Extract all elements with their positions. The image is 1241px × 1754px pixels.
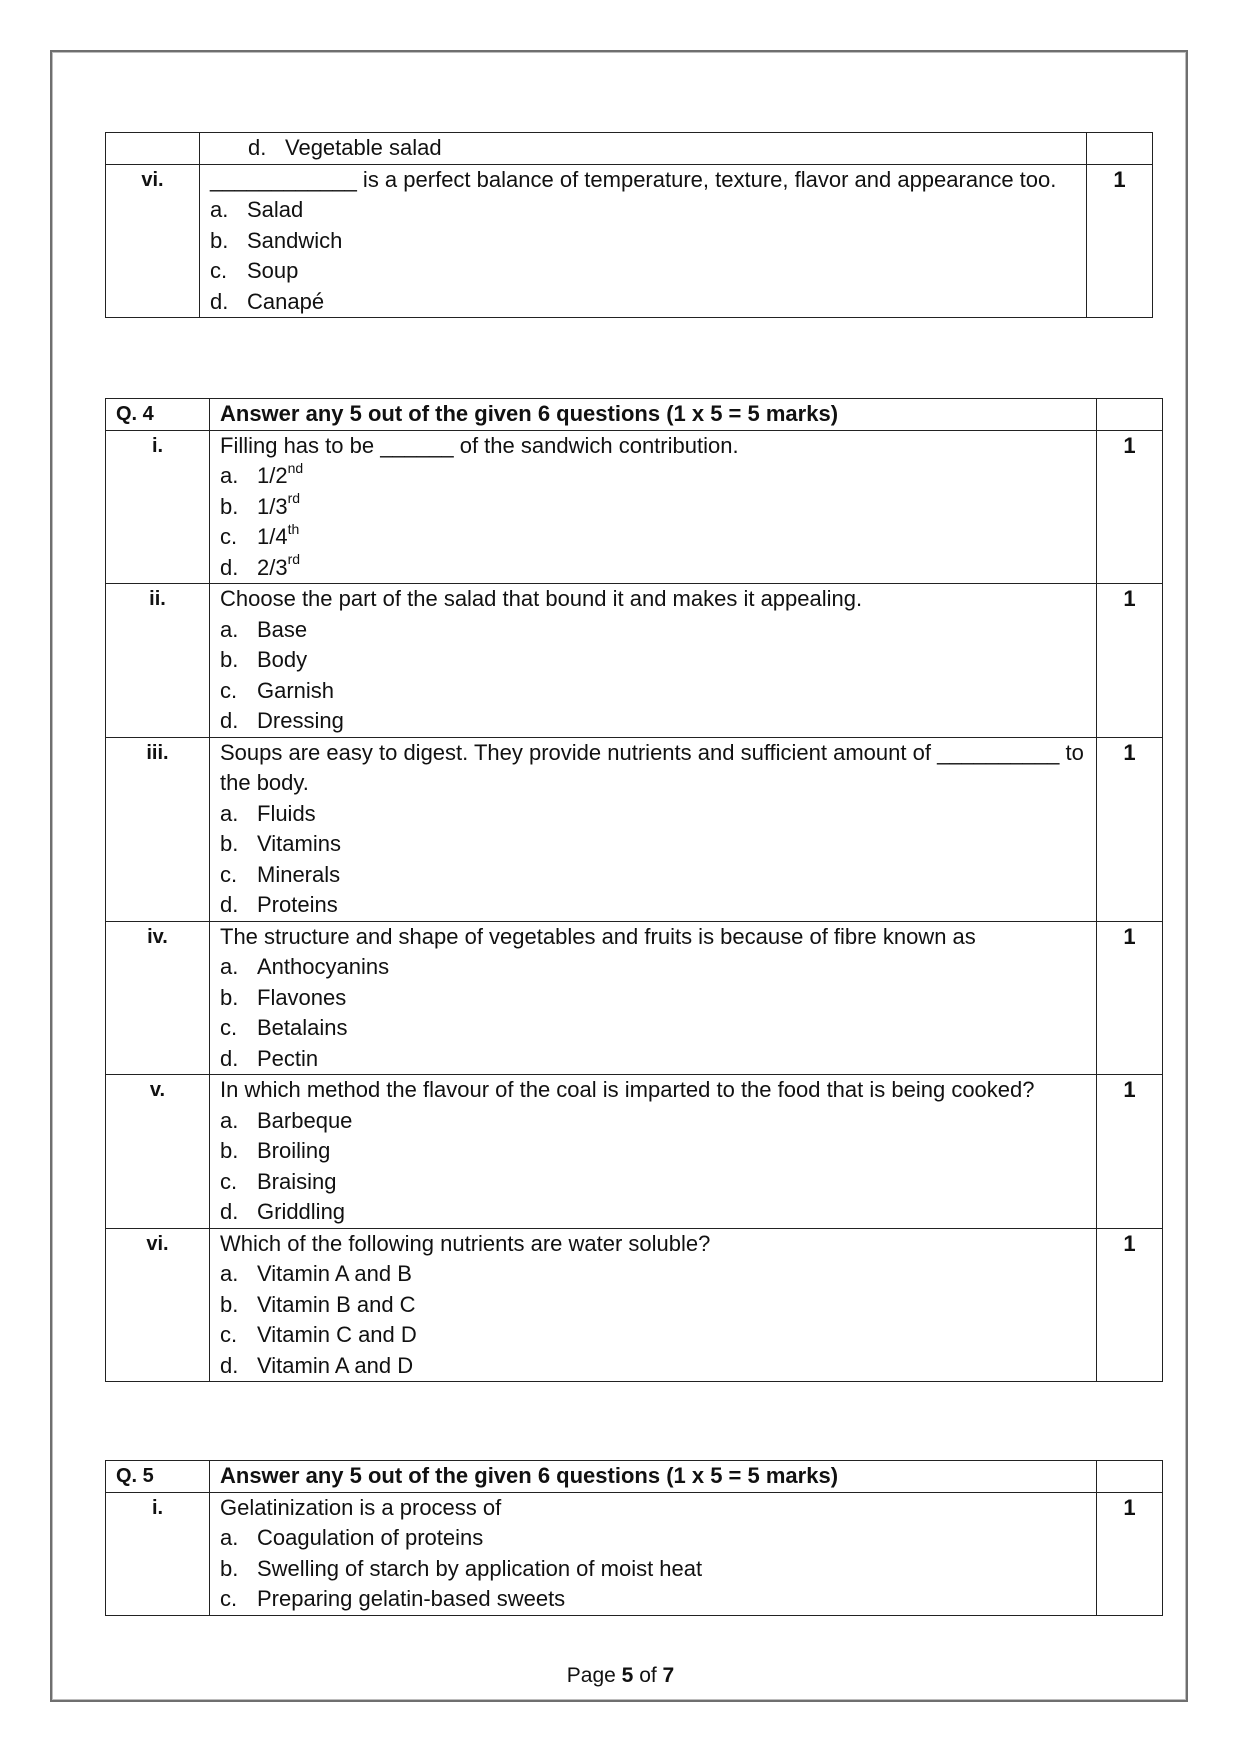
- list-item: [220, 522, 1090, 553]
- list-item: [220, 1106, 1090, 1137]
- option-text: Sandwich: [247, 227, 343, 253]
- option-letter: a.: [220, 1525, 239, 1550]
- section-heading: Answer any 5 out of the given 6 questions (1 x 5 = 5 marks): [210, 399, 1097, 431]
- option-text: Broiling: [257, 1138, 331, 1163]
- section-heading: Answer any 5 out of the given 6 questions (1 x 5 = 5 marks): [210, 1461, 1097, 1493]
- question-text: The structure and shape of vegetables and fruits is because of fibre known as: [220, 923, 976, 949]
- question-text: Filling has to be ______ of the sandwich contribution.: [220, 432, 739, 458]
- option-text: Garnish: [257, 677, 335, 703]
- option-superscript: nd: [287, 459, 304, 476]
- question-row: [106, 1075, 1163, 1229]
- options-list: [220, 1523, 1090, 1615]
- list-item: [220, 645, 1090, 676]
- option-letter: b.: [220, 1138, 239, 1163]
- list-item: [220, 1013, 1090, 1044]
- option-letter: a.: [210, 197, 229, 222]
- option-base: 2/3: [257, 554, 288, 580]
- option-text: Griddling: [257, 1199, 346, 1224]
- option-letter: b.: [220, 1291, 239, 1317]
- question-number: i.: [106, 430, 210, 584]
- list-item: [220, 615, 1090, 646]
- question-row: [106, 737, 1163, 921]
- option-letter: d.: [220, 1199, 239, 1224]
- list-item: [220, 1523, 1090, 1554]
- question-number: i.: [106, 1492, 210, 1615]
- option-text: Betalains: [257, 1015, 348, 1040]
- list-item: [220, 1351, 1090, 1382]
- list-item: [220, 1320, 1090, 1351]
- option-text: Salad: [247, 197, 304, 222]
- question-mark: 1: [1097, 430, 1163, 584]
- question-number: iv.: [106, 921, 210, 1075]
- question-mark: 1: [1097, 1075, 1163, 1229]
- option-text: Pectin: [257, 1045, 319, 1071]
- list-item: [220, 553, 1090, 584]
- question-mark: 1: [1087, 164, 1153, 318]
- option-letter: a.: [220, 1261, 239, 1286]
- question-row-q3-vi: [106, 164, 1153, 318]
- list-item: [220, 706, 1090, 737]
- option-letter: b.: [220, 831, 239, 856]
- options-list: [220, 461, 1090, 583]
- option-letter: a.: [220, 1107, 239, 1133]
- option-text: Body: [257, 647, 308, 672]
- option-text: [257, 492, 300, 523]
- table-row: [106, 133, 1153, 165]
- footer-total-pages: 7: [662, 1664, 675, 1687]
- question-number: vi.: [106, 164, 200, 318]
- option-text: Minerals: [257, 861, 341, 887]
- option-text: Vegetable salad: [285, 135, 442, 160]
- option-text: Barbeque: [257, 1107, 353, 1133]
- page-footer: [0, 1664, 1241, 1688]
- option-text: Flavones: [257, 984, 347, 1010]
- option-letter: b.: [220, 493, 239, 519]
- option-letter: d.: [220, 554, 239, 580]
- list-item: [220, 1259, 1090, 1290]
- list-item: [220, 1197, 1090, 1228]
- list-item: [210, 195, 1080, 226]
- option-letter: b.: [220, 1555, 239, 1581]
- list-item: [220, 676, 1090, 707]
- section-header-row: [106, 1461, 1163, 1493]
- question-row: [106, 921, 1163, 1075]
- option-text: Soup: [247, 258, 299, 283]
- question-number: vi.: [106, 1228, 210, 1382]
- option-text: [257, 522, 299, 553]
- option-text: Vitamin C and D: [257, 1322, 417, 1347]
- question-mark: 1: [1097, 1492, 1163, 1615]
- options-list: [220, 1259, 1090, 1381]
- options-list: [220, 952, 1090, 1074]
- question-text: ____________ is a perfect balance of temperature, texture, flavor and appearance too.: [210, 166, 1057, 192]
- question-text: Gelatinization is a process of: [220, 1494, 502, 1520]
- question-mark: 1: [1097, 921, 1163, 1075]
- list-item: [220, 492, 1090, 523]
- option-text: Coagulation of proteins: [257, 1525, 484, 1550]
- options-list: [220, 799, 1090, 921]
- option-letter: a.: [220, 616, 239, 642]
- options-list: [220, 615, 1090, 737]
- option-letter: d.: [248, 135, 267, 160]
- option-base: 1/4: [257, 524, 288, 549]
- option-text: Proteins: [257, 892, 338, 917]
- question-mark: 1: [1097, 1228, 1163, 1382]
- footer-current-page: 5: [621, 1664, 634, 1687]
- question-row-q5-i: [106, 1492, 1163, 1615]
- option-letter: c.: [220, 677, 238, 703]
- section-label: Q. 5: [106, 1461, 210, 1493]
- list-item: [220, 860, 1090, 891]
- list-item: [220, 983, 1090, 1014]
- question-text: Soups are easy to digest. They provide nutrients and sufficient amount of __________ to the body.: [220, 739, 1084, 795]
- question-text: Choose the part of the salad that bound it and makes it appealing.: [220, 586, 863, 611]
- option-letter: b.: [210, 227, 229, 253]
- list-item: [220, 461, 1090, 492]
- option-letter: d.: [220, 708, 239, 733]
- option-letter: b.: [220, 647, 239, 672]
- list-item: [220, 952, 1090, 983]
- q5-table: [105, 1460, 1163, 1616]
- option-text: Swelling of starch by application of moist heat: [257, 1555, 703, 1581]
- option-text: Vitamins: [257, 831, 341, 856]
- options-list: [210, 195, 1080, 317]
- question-number: v.: [106, 1075, 210, 1229]
- option-letter: a.: [220, 954, 239, 979]
- option-text: Vitamin B and C: [257, 1291, 416, 1317]
- question-mark: 1: [1097, 584, 1163, 738]
- question-row: [106, 1228, 1163, 1382]
- section-header-row: [106, 399, 1163, 431]
- option-text: [257, 553, 300, 584]
- list-item: [220, 1290, 1090, 1321]
- option-text: Dressing: [257, 708, 344, 733]
- option-base: 1/3: [257, 493, 288, 519]
- list-item: [220, 829, 1090, 860]
- option-text: Preparing gelatin-based sweets: [257, 1586, 566, 1611]
- option-superscript: rd: [287, 551, 301, 568]
- footer-of: of: [639, 1664, 657, 1687]
- question-number: iii.: [106, 737, 210, 921]
- list-item: [220, 799, 1090, 830]
- options-list: [220, 1106, 1090, 1228]
- option-letter: d.: [220, 1352, 239, 1378]
- list-item: [220, 1044, 1090, 1075]
- question-text: In which method the flavour of the coal is imparted to the food that is being cooked?: [220, 1077, 1035, 1102]
- question-row: [106, 584, 1163, 738]
- option-letter: c.: [220, 524, 238, 549]
- list-item: [220, 1584, 1090, 1615]
- option-letter: c.: [220, 1015, 238, 1040]
- q3-continuation-table: [105, 132, 1153, 318]
- option-text: Vitamin A and D: [257, 1352, 414, 1378]
- section-label: Q. 4: [106, 399, 210, 431]
- option-letter: c.: [220, 1586, 238, 1611]
- q4-table: [105, 398, 1163, 1382]
- option-letter: d.: [210, 288, 229, 314]
- question-mark: 1: [1097, 737, 1163, 921]
- question-row: [106, 430, 1163, 584]
- list-item: [210, 287, 1080, 318]
- list-item: [220, 890, 1090, 921]
- option-letter: b.: [220, 984, 239, 1010]
- option-text: Canapé: [247, 288, 325, 314]
- question-number: ii.: [106, 584, 210, 738]
- list-item: [220, 1167, 1090, 1198]
- option-letter: a.: [220, 800, 239, 826]
- option-text: Vitamin A and B: [257, 1261, 412, 1286]
- footer-prefix: Page: [566, 1664, 616, 1687]
- list-item: [220, 1136, 1090, 1167]
- option-letter: c.: [220, 861, 238, 887]
- list-item: [220, 1554, 1090, 1585]
- option-text: Base: [257, 616, 308, 642]
- list-item: [210, 226, 1080, 257]
- option-letter: a.: [220, 463, 239, 488]
- option-base: 1/2: [257, 463, 288, 488]
- option-text: Anthocyanins: [257, 954, 390, 979]
- option-letter: c.: [210, 258, 228, 283]
- option-superscript: th: [287, 520, 300, 537]
- question-text: Which of the following nutrients are water soluble?: [220, 1230, 711, 1256]
- option-superscript: rd: [287, 490, 301, 507]
- option-text: [257, 461, 303, 492]
- option-letter: c.: [220, 1322, 238, 1347]
- option-letter: c.: [220, 1168, 238, 1194]
- list-item: [210, 256, 1080, 287]
- option-text: Fluids: [257, 800, 316, 826]
- option-letter: d.: [220, 1045, 239, 1071]
- option-letter: d.: [220, 892, 239, 917]
- option-text: Braising: [257, 1168, 337, 1194]
